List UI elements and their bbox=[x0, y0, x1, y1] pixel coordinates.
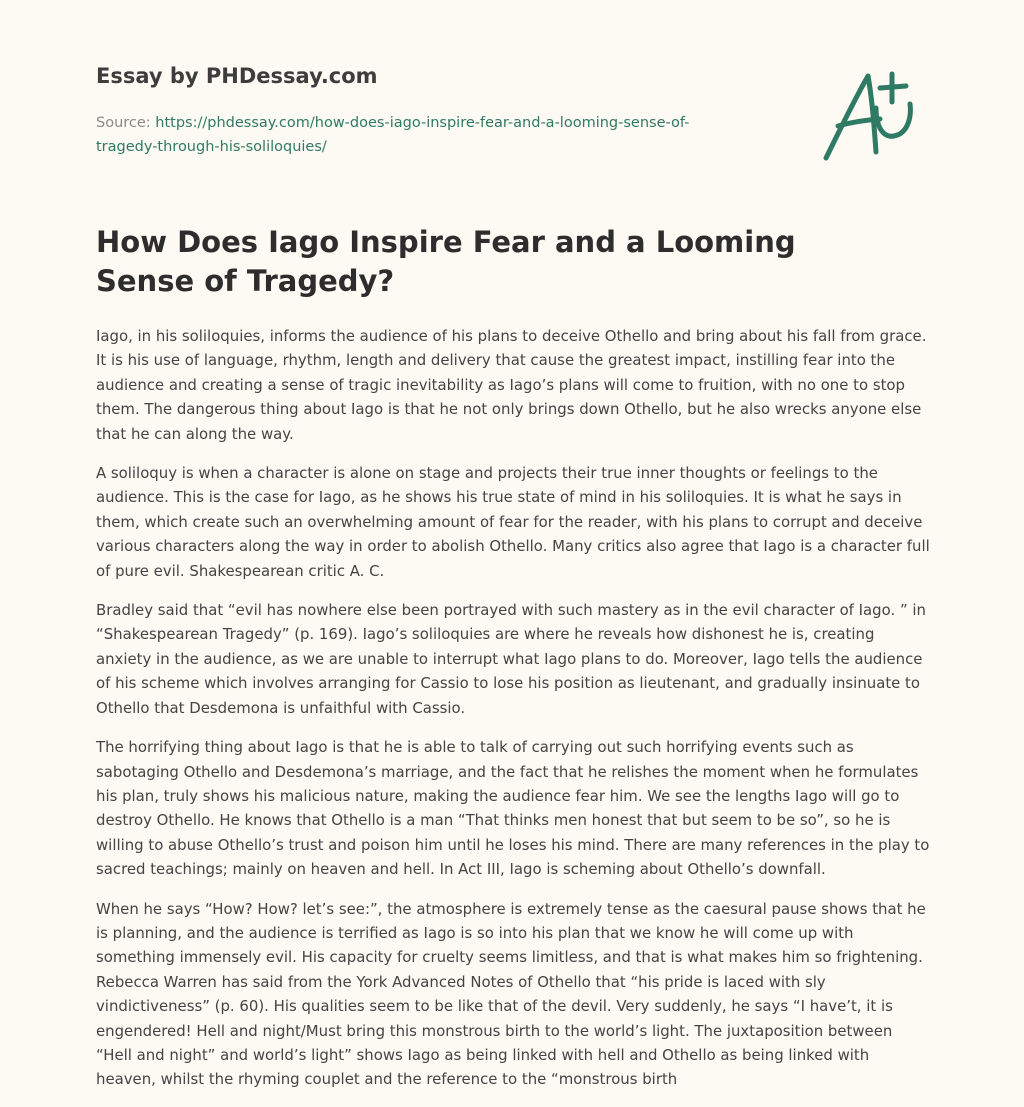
source-link[interactable]: https://phdessay.com/how-does-iago-inspire-fear-and-a-looming-sense-of-tragedy-through-his-soliloquies/ bbox=[96, 115, 690, 155]
source-line bbox=[96, 111, 736, 159]
essay-paragraph: The horrifying thing about Iago is that he is able to talk of carrying out such horrifying events such as sabotaging Othello and Desdemona’s marriage, and the fact that he relishes the moment when he formulates his plan, truly shows his malicious nature, making the audience fear him. We see the lengths Iago will go to destroy Othello. He knows that Othello is a man “That thinks men honest that but seem to be so”, so he is willing to abuse Othello’s trust and poison him until he loses his mind. There are many references in the play to sacred teachings; mainly on heaven and hell. In Act III, Iago is scheming about Othello’s downfall. bbox=[96, 738, 930, 879]
essay-paragraph: A soliloquy is when a character is alone on stage and projects their true inner thoughts or feelings to the audience. This is the case for Iago, as he shows his true state of mind in his soliloquies. It is what he says in them, which create such an overwhelming amount of fear for the reader, with his plans to corrupt and deceive various characters along the way in order to abolish Othello. Many critics also agree that Iago is a character full of pure evil. Shakespearean critic A. C. bbox=[96, 464, 930, 580]
essay-title: How Does Iago Inspire Fear and a Looming Sense of Tragedy? bbox=[96, 225, 796, 298]
essay-body bbox=[96, 324, 932, 1107]
a-plus-logo-icon bbox=[818, 64, 928, 168]
essay-paragraph: When he says “How? How? let’s see:”, the atmosphere is extremely tense as the caesural pause shows that he is planning, and the audience is terrified as Iago is so into his plan that we know he will come up with something immensely evil. His capacity for cruelty seems limitless, and that is what makes him so frightening. Rebecca Warren has said from the York Advanced Notes of Othello that “his pride is laced with sly vindictiveness” (p. 60). His qualities seem to be like that of the devil. Very suddenly, he says “I have’t, it is engendered! Hell and night/Must bring this monstrous birth to the world’s light. The juxtaposition between “Hell and night” and world’s light” shows Iago as being linked with hell and Othello as being linked with heaven, whilst the rhyming couplet and the reference to the “monstrous birth bbox=[96, 899, 926, 1089]
page-header bbox=[96, 0, 928, 200]
essay-paragraph: Bradley said that “evil has nowhere else been portrayed with such mastery as in the evil character of Iago. ” in “Shakespearean Tragedy” (p. 169). Iago’s soliloquies are where he reveals how dishonest he is, creating anxiety in the audience, as we are unable to interrupt what Iago plans to do. Moreover, Iago tells the audience of his scheme which involves arranging for Cassio to lose his position as lieutenant, and gradually insinuate to Othello that Desdemona is unfaithful with Cassio. bbox=[96, 601, 926, 717]
site-brand: Essay by PHDessay.com bbox=[96, 64, 378, 88]
essay-paragraph: Iago, in his soliloquies, informs the audience of his plans to deceive Othello and bring about his fall from grace. It is his use of language, rhythm, length and delivery that cause the greatest impact, instilling fear into the audience and creating a sense of tragic inevitability as Iago’s plans will come to fruition, with no one to stop them. The dangerous thing about Iago is that he not only brings down Othello, but he also wrecks anyone else that he can along the way. bbox=[96, 327, 927, 443]
source-label: Source: bbox=[96, 115, 151, 131]
